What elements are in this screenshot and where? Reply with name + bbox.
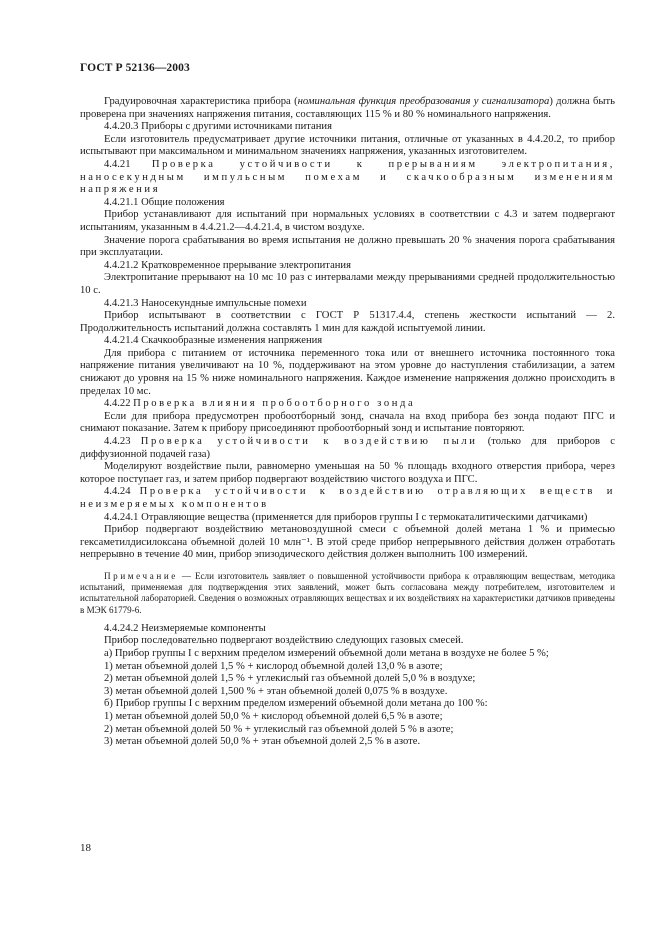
section-number: 4.4.23 [104,436,131,448]
section-heading [80,486,615,511]
subsection-heading: 4.4.21.2 Кратковременное прерывание электропитания [104,259,351,271]
section-title-rest: (только для приборов с диффузионной подачей газа) [80,436,615,460]
section-number: 4.4.24 [104,486,131,498]
list-item: 3) метан объемной долей 50,0 % + этан объемной долей 2,5 % в азоте. [104,736,421,748]
section-title: Проверка устойчивости к воздействию отравляющих веществ и неизмеряемых компонентов [80,486,615,510]
section-title: Проверка устойчивости к воздействию пыли [140,436,478,448]
section-title: Проверка устойчивости к прерываниям электропитания, наносекундным импульсным помехам и скачкообразным изменениям напряжения [80,158,615,196]
paragraph: Если изготовитель предусматривает другие источники питания, отличные от указанных в 4.4.20.2, то прибор испытывают при максимальном и минимальном значениях напряжения, указанных изготовителем. [80,133,615,158]
subsection-heading: 4.4.21.4 Скачкообразные изменения напряжения [104,335,323,347]
list-item: б) Прибор группы I с верхним пределом измерений объемной доли метана до 100 %: [104,698,488,710]
section-heading [80,398,615,411]
paragraph-calibration [80,96,615,121]
subsection-heading: 4.4.24.1 Отравляющие вещества (применяется для приборов группы I с термокаталитическими датчиками) [104,511,588,523]
note-text: — Если изготовитель заявляет о повышенной устойчивости прибора к отравляющим веществам, методика испытаний, применяемая для подтверждения этих заявлений, может быть согласована между потребителем, изготовителем и испытательной лабораторией. Сведения о возможных отравляющих веществах и их воздействиях на характеристики датчиков приведены в МЭК 61779-6. [80,570,615,615]
section-heading [80,159,615,197]
document-body [80,96,615,749]
italic-term: номинальная функция преобразования у сигнализатора [297,96,550,107]
list-item: 2) метан объемной долей 50 % + углекислый газ объемной долей 5 % в азоте; [104,723,454,735]
note [80,571,615,616]
paragraph: Прибор устанавливают для испытаний при нормальных условиях в соответствии с 4.3 и затем подвергают испытаниям, указанным в 4.4.21.2—4.4.21.4, в чистом воздухе. [80,209,615,233]
page-number: 18 [80,842,91,854]
subsection-heading: 4.4.21.3 Наносекундные импульсные помехи [104,297,307,309]
text: Градуировочная характеристика прибора ( [104,96,298,107]
list-item: 1) метан объемной долей 50,0 % + кислород объемной долей 6,5 % в азоте; [104,710,443,722]
subsection-heading: 4.4.24.2 Неизмеряемые компоненты [104,622,266,634]
list-item: 2) метан объемной долей 1,5 % + углекислый газ объемной долей 5,0 % в воздухе; [104,673,476,685]
paragraph: Прибор подвергают воздействию метановоздушной смеси с объемной долей метана 1 % и примесью гексаметилдисилоксана объемной долей 10 млн⁻¹. В этой среде прибор непрерывного действия должен отработать непрерывно в течение 40 мин, прибор эпизодического действия должен выполнить 100 измерений. [80,524,615,561]
subsection-heading: 4.4.20.3 Приборы с другими источниками питания [104,121,332,133]
section-number: 4.4.22 [104,398,131,410]
paragraph: Моделируют воздействие пыли, равномерно уменьшая на 50 % площадь входного отверстия прибора, через которое поступает газ, и затем прибор подвергают воздействию чистого воздуха и ПГС. [80,461,615,485]
paragraph: Для прибора с питанием от источника переменного тока или от внешнего источника постоянного тока напряжение питания увеличивают на 10 %, поддерживают на этом уровне до наступления стабилизации, а затем снижают до уровня на 15 % ниже номинального напряжения. Каждое изменение напряжения должно происходить в пределах 10 мс. [80,347,615,397]
list-item: а) Прибор группы I с верхним пределом измерений объемной доли метана в воздухе не более 5 %; [104,647,549,659]
paragraph: Прибор испытывают в соответствии с ГОСТ Р 51317.4.4, степень жесткости испытаний — 2. Продолжительность испытаний должна составлять 1 мин для каждой испытуемой линии. [80,310,615,334]
paragraph: Если для прибора предусмотрен пробоотборный зонд, сначала на вход прибора без зонда подают ПГС и снимают показание. Затем к прибору присоединяют пробоотборный зонд и испытание повторяют. [80,410,615,435]
section-heading [80,436,615,461]
paragraph: Значение порога срабатывания во время испытания не должно превышать 20 % значения порога срабатывания при эксплуатации. [80,234,615,259]
paragraph: Электропитание прерывают на 10 мс 10 раз с интервалами между прерываниями средней продолжительностью 10 с. [80,272,615,296]
list-item: 1) метан объемной долей 1,5 % + кислород объемной долей 13,0 % в азоте; [104,660,443,672]
text: ) должна быть проверена при значениях напряжения питания, составляющих 115 % и 80 % номинального напряжения. [80,96,616,120]
document-header: ГОСТ Р 52136—2003 [80,62,190,74]
paragraph: Прибор последовательно подвергают воздействию следующих газовых смесей. [104,635,464,647]
subsection-heading: 4.4.21.1 Общие положения [104,196,225,208]
list-item: 3) метан объемной долей 1,500 % + этан объемной долей 0,075 % в воздухе. [104,685,448,697]
section-number: 4.4.21 [104,158,131,170]
note-label: Примечание [104,570,178,581]
section-title: Проверка влияния пробоотборного зонда [133,398,416,410]
